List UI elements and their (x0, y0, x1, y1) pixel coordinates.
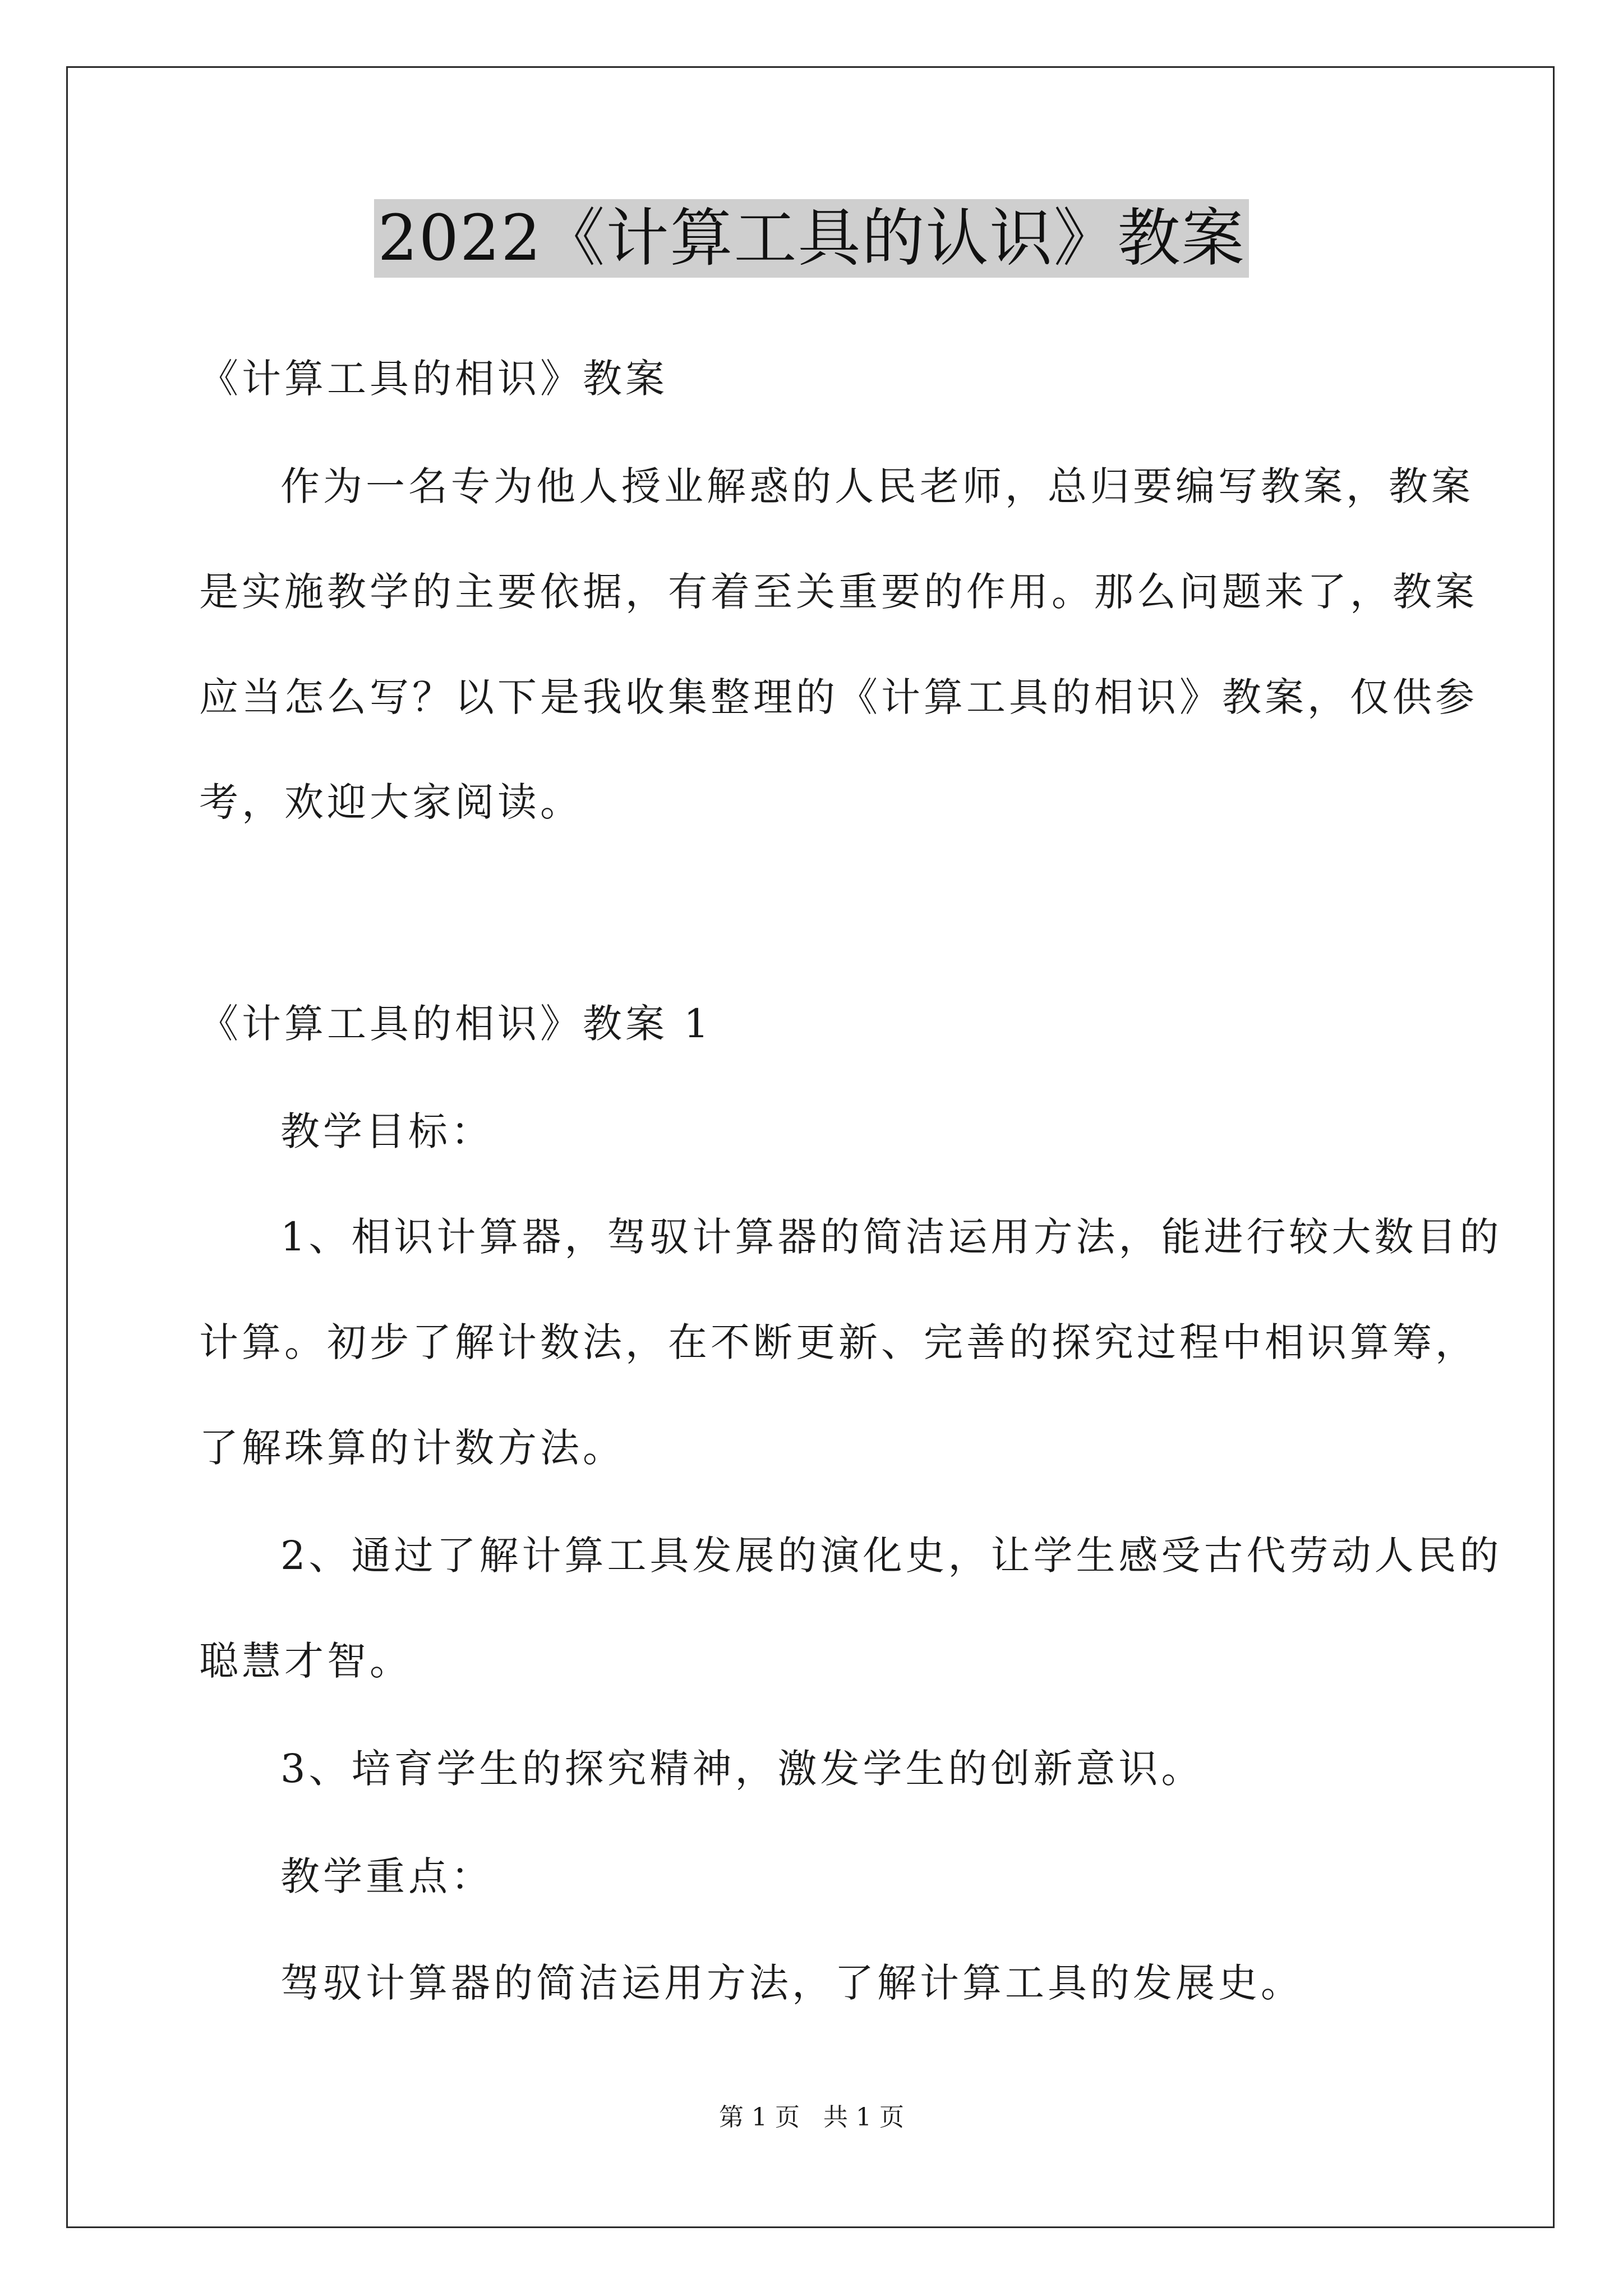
paragraph-line: 驾驭计算器的简洁运用方法，了解计算工具的发展史。 (280, 1960, 1303, 2006)
title-container (0, 199, 1623, 278)
paragraph-line: 是实施教学的主要依据，有着至关重要的作用。那么问题来了，教案 (199, 569, 1478, 615)
paragraph-line: 2、通过了解计算工具发展的演化史，让学生感受古代劳动人民的 (280, 1533, 1502, 1579)
page-footer: 第 1 页 共 1 页 (719, 2103, 904, 2132)
subheading-teaching-focus: 教学重点： (280, 1853, 494, 1899)
paragraph-line: 作为一名专为他人授业解惑的人民老师，总归要编写教案，教案 (280, 463, 1474, 509)
paragraph-line: 了解珠算的计数方法。 (199, 1425, 625, 1471)
intro-heading: 《计算工具的相识》教案 (199, 356, 668, 402)
document-title: 2022《计算工具的认识》教案 (374, 199, 1248, 278)
section-heading: 《计算工具的相识》教案 1 (199, 1001, 712, 1047)
paragraph-line: 3、培育学生的探究精神，激发学生的创新意识。 (280, 1746, 1204, 1792)
paragraph-line: 聪慧才智。 (199, 1638, 412, 1684)
paragraph-line: 考，欢迎大家阅读。 (199, 779, 583, 825)
paragraph-line: 应当怎么写？以下是我收集整理的《计算工具的相识》教案，仅供参 (199, 674, 1478, 720)
paragraph-line: 计算。初步了解计数法，在不断更新、完善的探究过程中相识算筹， (199, 1319, 1478, 1365)
subheading-teaching-goals: 教学目标： (280, 1108, 494, 1154)
paragraph-line: 1、相识计算器，驾驭计算器的简洁运用方法，能进行较大数目的 (280, 1214, 1502, 1260)
